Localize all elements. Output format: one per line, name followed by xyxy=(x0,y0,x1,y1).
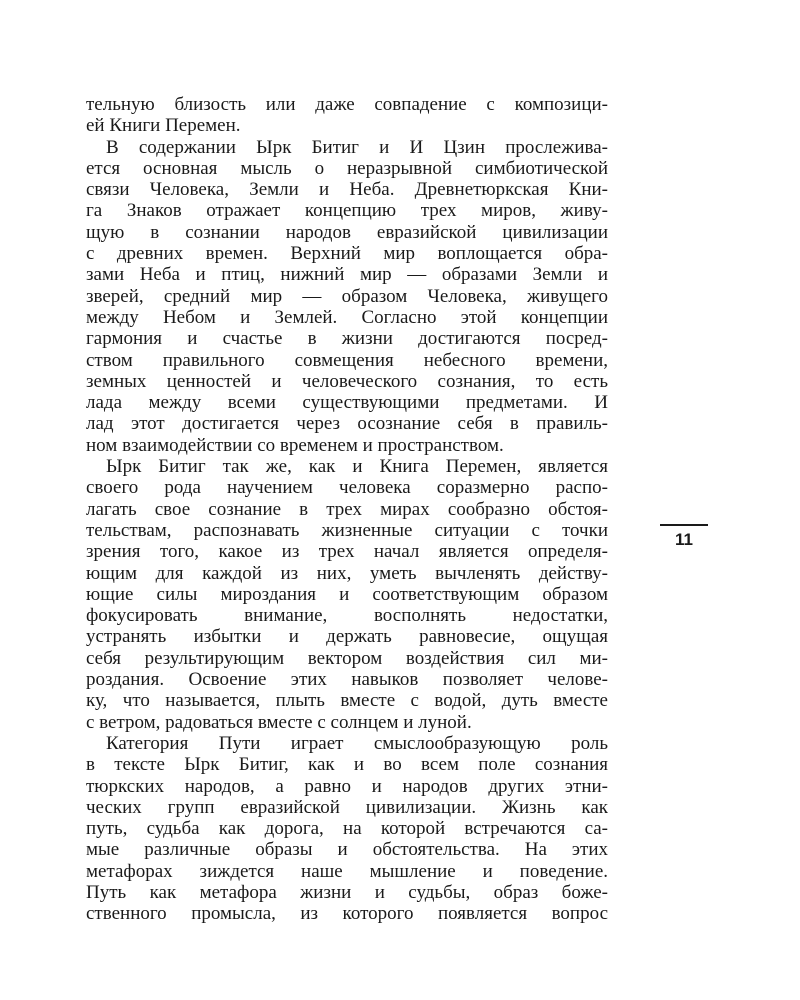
text-line: тюркских народов, а равно и народов других этни- xyxy=(86,775,608,797)
text-line: Путь как метафора жизни и судьбы, образ боже- xyxy=(86,881,608,903)
text-line: Категория Пути играет смыслообразующую роль xyxy=(106,732,608,754)
text-line: ческих групп евразийской цивилизации. Жизнь как xyxy=(86,796,608,818)
text-line: между Небом и Землей. Согласно этой концепции xyxy=(86,306,608,328)
text-line: роздания. Освоение этих навыков позволяет челове- xyxy=(86,669,608,691)
text-line: ку, что называется, плыть вместе с водой, дуть вместе xyxy=(86,690,608,712)
text-line: устранять избытки и держать равновесие, ощущая xyxy=(86,626,608,648)
text-line: ей Книги Перемен. xyxy=(86,115,241,137)
body-text xyxy=(86,94,608,925)
text-line: зрения того, какое из трех начал является определя- xyxy=(86,541,608,563)
text-line: гармония и счастье в жизни достигаются посред- xyxy=(86,328,608,350)
text-line: тельствам, распознавать жизненные ситуации с точки xyxy=(86,519,608,541)
text-line: земных ценностей и человеческого сознания, то есть xyxy=(86,370,608,392)
text-line: мые различные образы и обстоятельства. На этих xyxy=(86,839,608,861)
text-line: в тексте Ырк Битиг, как и во всем поле сознания xyxy=(86,754,608,776)
text-line: га Знаков отражает концепцию трех миров, живу- xyxy=(86,200,608,222)
text-line: метафорах зиждется наше мышление и поведение. xyxy=(86,860,608,882)
text-line: ственного промысла, из которого появляется вопрос xyxy=(86,903,608,925)
text-line: с ветром, радоваться вместе с солнцем и луной. xyxy=(86,711,472,733)
text-line: Ырк Битиг так же, как и Книга Перемен, является xyxy=(106,456,608,478)
text-line: ется основная мысль о неразрывной симбиотической xyxy=(86,157,608,179)
text-line: лад этот достигается через осознание себя в правиль- xyxy=(86,413,608,435)
text-line: фокусировать внимание, восполнять недостатки, xyxy=(86,605,608,627)
text-line: связи Человека, Земли и Неба. Древнетюркская Кни- xyxy=(86,179,608,201)
text-line: ном взаимодействии со временем и пространством. xyxy=(86,434,504,456)
text-line: ющие силы мироздания и соответствующим образом xyxy=(86,583,608,605)
page-number: 11 xyxy=(660,524,708,550)
text-line: с древних времен. Верхний мир воплощается обра- xyxy=(86,243,608,265)
text-line: себя результирующим вектором воздействия сил ми- xyxy=(86,647,608,669)
text-line: своего рода научением человека соразмерно распо- xyxy=(86,477,608,499)
text-line: зверей, средний мир — образом Человека, живущего xyxy=(86,285,608,307)
text-line: щую в сознании народов евразийской цивилизации xyxy=(86,221,608,243)
text-line: лагать свое сознание в трех мирах сообразно обстоя- xyxy=(86,498,608,520)
text-line: путь, судьба как дорога, на которой встречаются са- xyxy=(86,818,608,840)
text-line: лада между всеми существующими предметами. И xyxy=(86,392,608,414)
text-line: зами Неба и птиц, нижний мир — образами Земли и xyxy=(86,264,608,286)
text-line: ющим для каждой из них, уметь вычленять действу- xyxy=(86,562,608,584)
text-line: В содержании Ырк Битиг и И Цзин прослежива- xyxy=(106,136,608,158)
text-line: ством правильного совмещения небесного времени, xyxy=(86,349,608,371)
text-line: тельную близость или даже совпадение с композици- xyxy=(86,94,608,115)
